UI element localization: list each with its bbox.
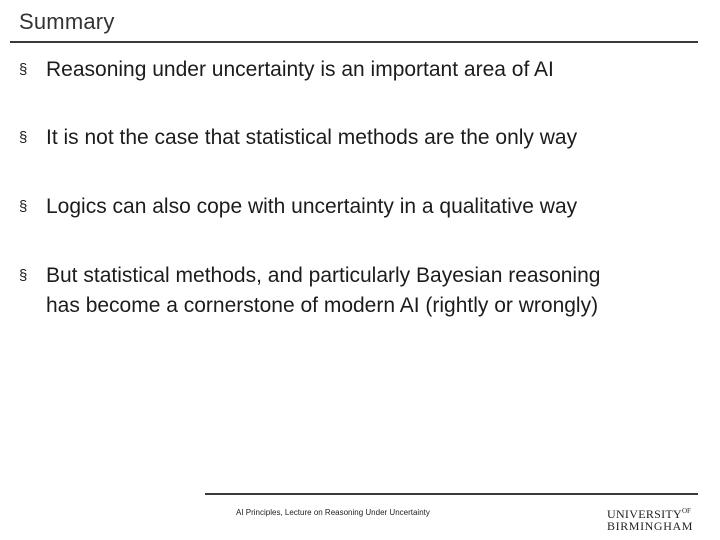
bullet-item (19, 261, 699, 321)
bullet-text: It is not the case that statistical methods are the only way (46, 126, 578, 149)
bullet-item (19, 192, 699, 222)
bullet-marker-icon: § (19, 267, 28, 284)
bullet-item (19, 123, 699, 153)
title-divider (10, 41, 698, 43)
logo-university-text: UNIVERSITY (607, 507, 682, 521)
university-logo (607, 505, 693, 532)
logo-birmingham-text: BIRMINGHAM (607, 519, 694, 533)
logo-of-text: OF (682, 507, 691, 515)
bullet-text: Reasoning under uncertainty is an important area of AI (46, 58, 554, 81)
bullet-marker-icon: § (19, 129, 28, 146)
footer-caption: AI Principles, Lecture on Reasoning Under Uncertainty (236, 508, 430, 517)
bullet-item (19, 55, 699, 85)
footer-divider (205, 493, 698, 495)
bullet-text: But statistical methods, and particularly Bayesian reasoning has become a cornerstone of modern AI (rightly or wrongly) (46, 264, 601, 317)
bullet-marker-icon: § (19, 61, 28, 78)
slide-title: Summary (19, 9, 115, 34)
bullet-text: Logics can also cope with uncertainty in a qualitative way (46, 195, 578, 218)
bullet-marker-icon: § (19, 198, 28, 215)
